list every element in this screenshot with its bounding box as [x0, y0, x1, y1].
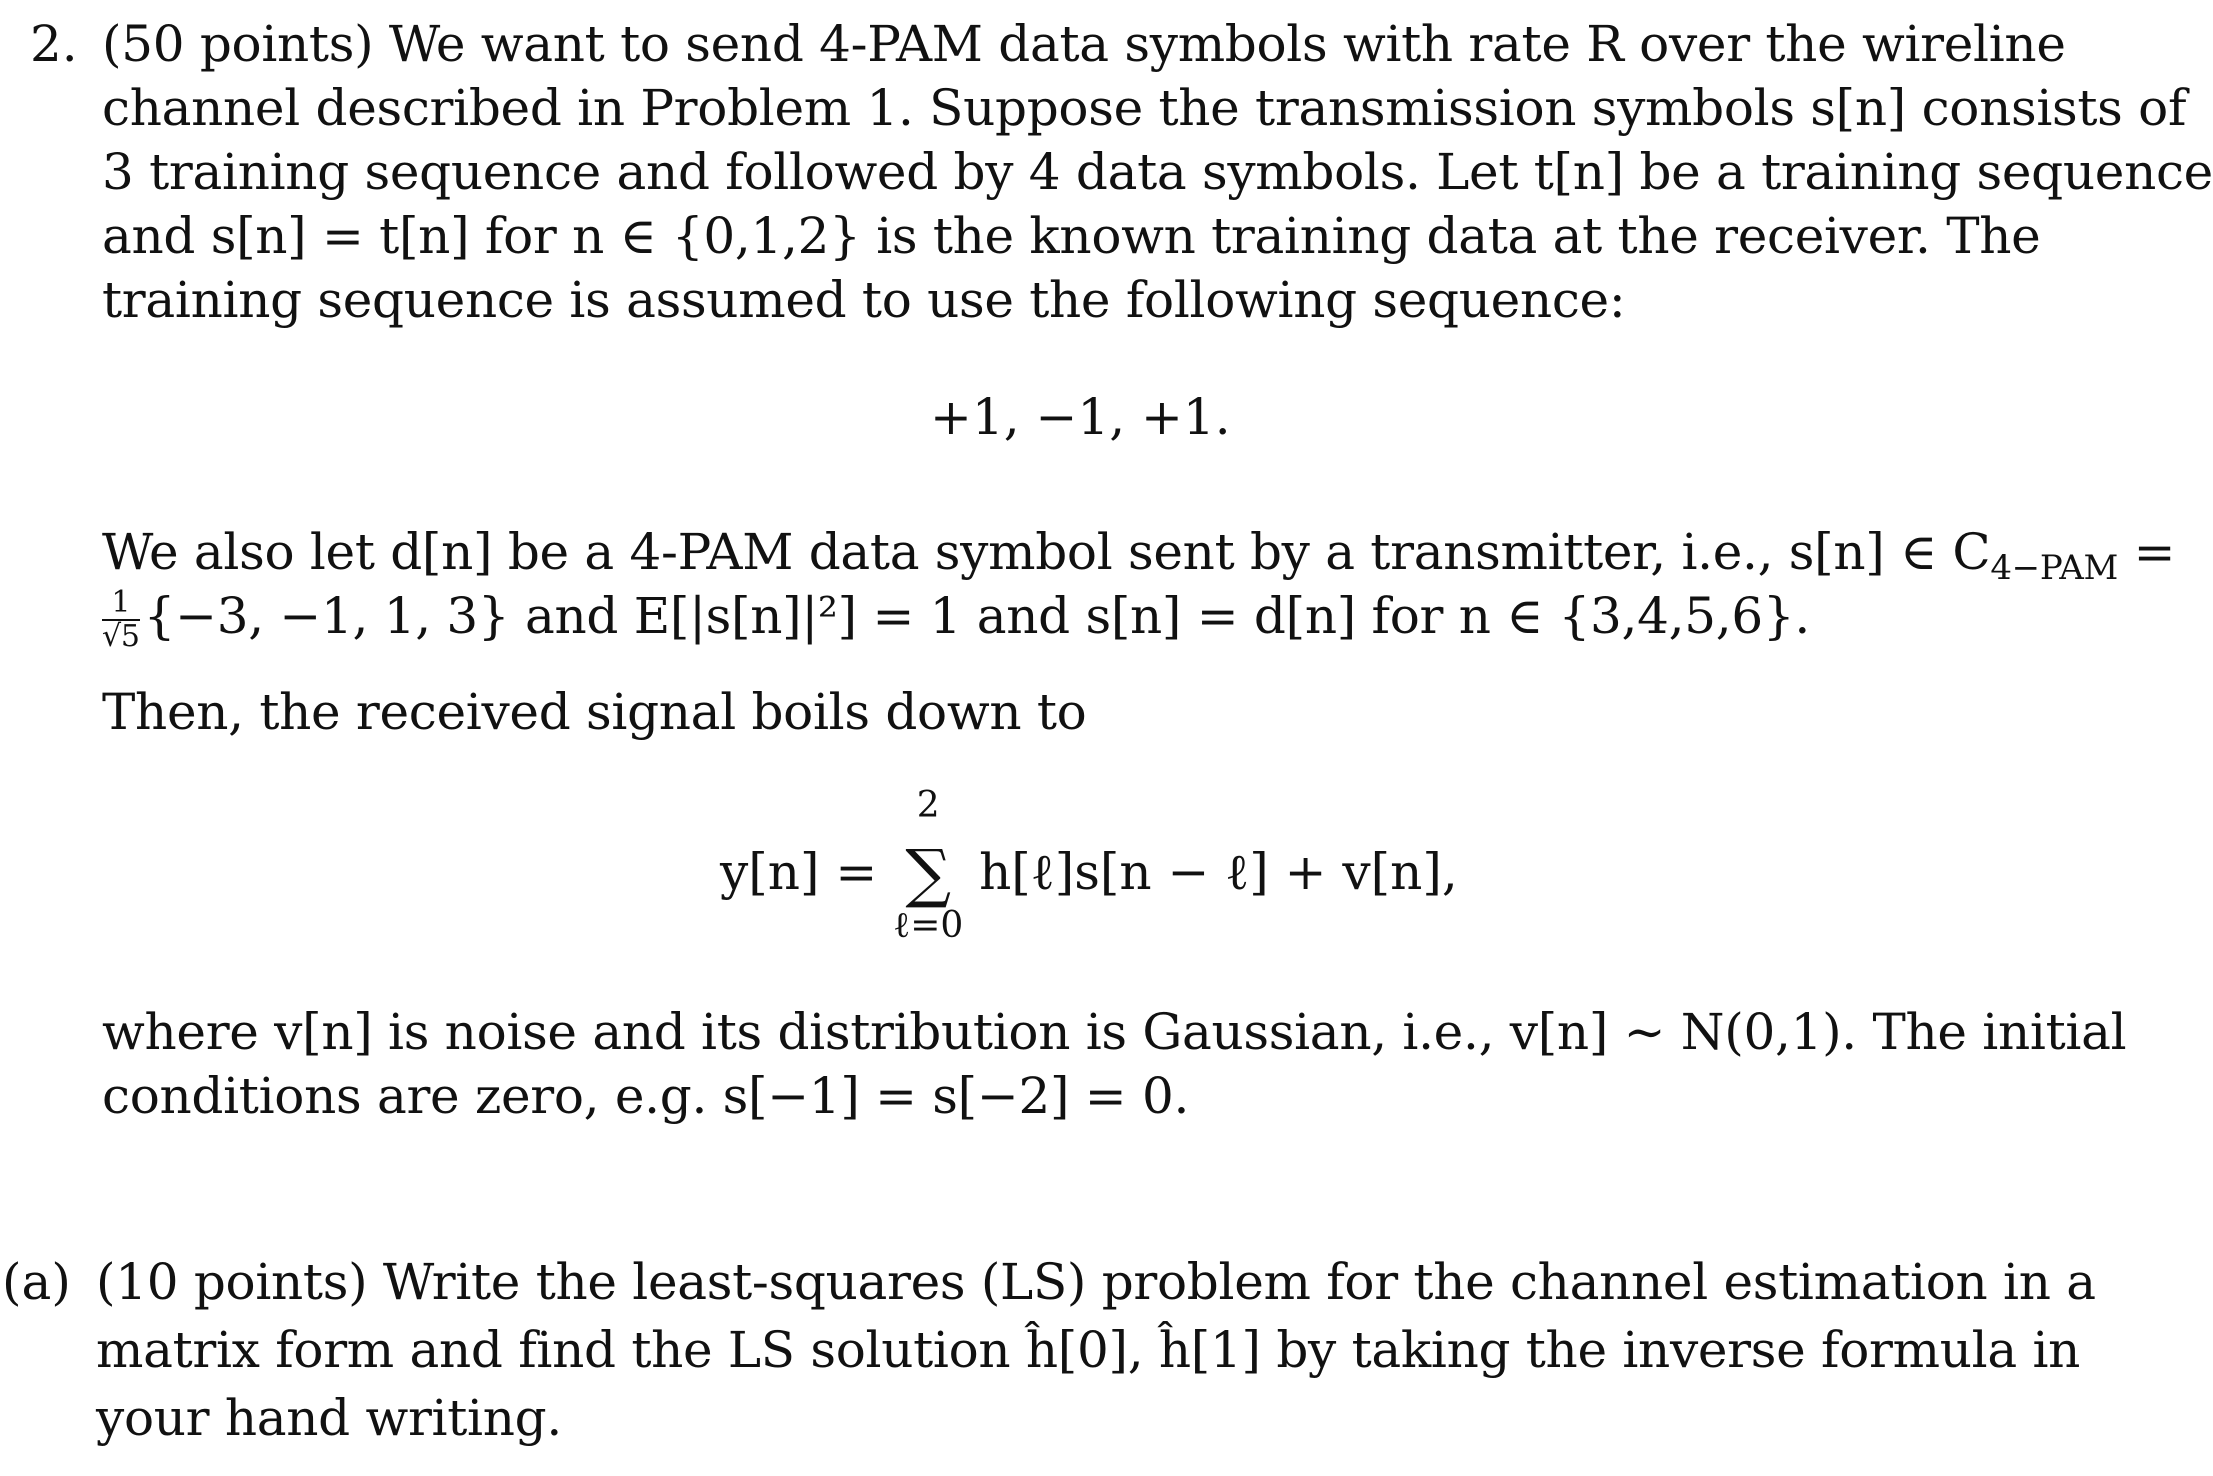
problem-line-4: and s[n] = t[n] for n ∈ {0,1,2} is the known training data at the receiver. The — [102, 207, 2041, 265]
problem-line-1: (50 points) We want to send 4-PAM data symbols with rate R over the wireline — [102, 15, 2066, 73]
part-a-label: (a) — [2, 1253, 71, 1311]
sum-upper-limit: 2 — [916, 785, 940, 826]
problem-line-5: training sequence is assumed to use the following sequence: — [102, 271, 1626, 329]
data-line-2 — [102, 584, 1810, 653]
noise-line-1: where v[n] is noise and its distribution is Gaussian, i.e., v[n] ∼ N(0,1). The initial — [102, 1003, 2127, 1061]
data-line-1-text: We also let d[n] be a 4-PAM data symbol sent by a transmitter, i.e., s[n] ∈ C — [102, 523, 1991, 581]
training-sequence: +1, −1, +1. — [930, 388, 1231, 446]
inverse-sqrt5-fraction — [102, 587, 140, 653]
sum-sign: ∑ — [905, 837, 952, 911]
equation-rhs: h[ℓ]s[n − ℓ] + v[n], — [979, 843, 1458, 901]
part-a-line-3: your hand writing. — [96, 1389, 562, 1447]
equation-lhs: y[n] = — [720, 843, 878, 901]
part-a-line-1: (10 points) Write the least-squares (LS) problem for the channel estimation in a — [96, 1253, 2096, 1311]
received-signal-equation — [720, 785, 1458, 946]
noise-line-2: conditions are zero, e.g. s[−1] = s[−2] = 0. — [102, 1067, 1190, 1125]
data-line-1: We also let d[n] be a 4-PAM data symbol sent by a transmitter, i.e., s[n] ∈ $C_{4-PAM}$ = — [102, 523, 2176, 588]
problem-line-3: 3 training sequence and followed by 4 data symbols. Let t[n] be a training sequence — [102, 143, 2213, 201]
sum-lower-limit: ℓ=0 — [893, 905, 964, 946]
problem-number: 2. — [30, 15, 78, 73]
summation — [893, 785, 964, 946]
data-line-2-text: {−3, −1, 1, 3} and E[|s[n]|²] = 1 and s[n] = d[n] for n ∈ {3,4,5,6}. — [143, 587, 1810, 645]
fraction-denominator: √5 — [102, 619, 140, 654]
pam-subscript: 4−PAM — [1990, 548, 2119, 588]
data-line-3: Then, the received signal boils down to — [102, 683, 1087, 741]
part-a-line-2: matrix form and find the LS solution ĥ[0], ĥ[1] by taking the inverse formula in — [96, 1321, 2081, 1379]
fraction-numerator: 1 — [102, 587, 140, 621]
problem-line-2: channel described in Problem 1. Suppose the transmission symbols s[n] consists of — [102, 79, 2187, 137]
